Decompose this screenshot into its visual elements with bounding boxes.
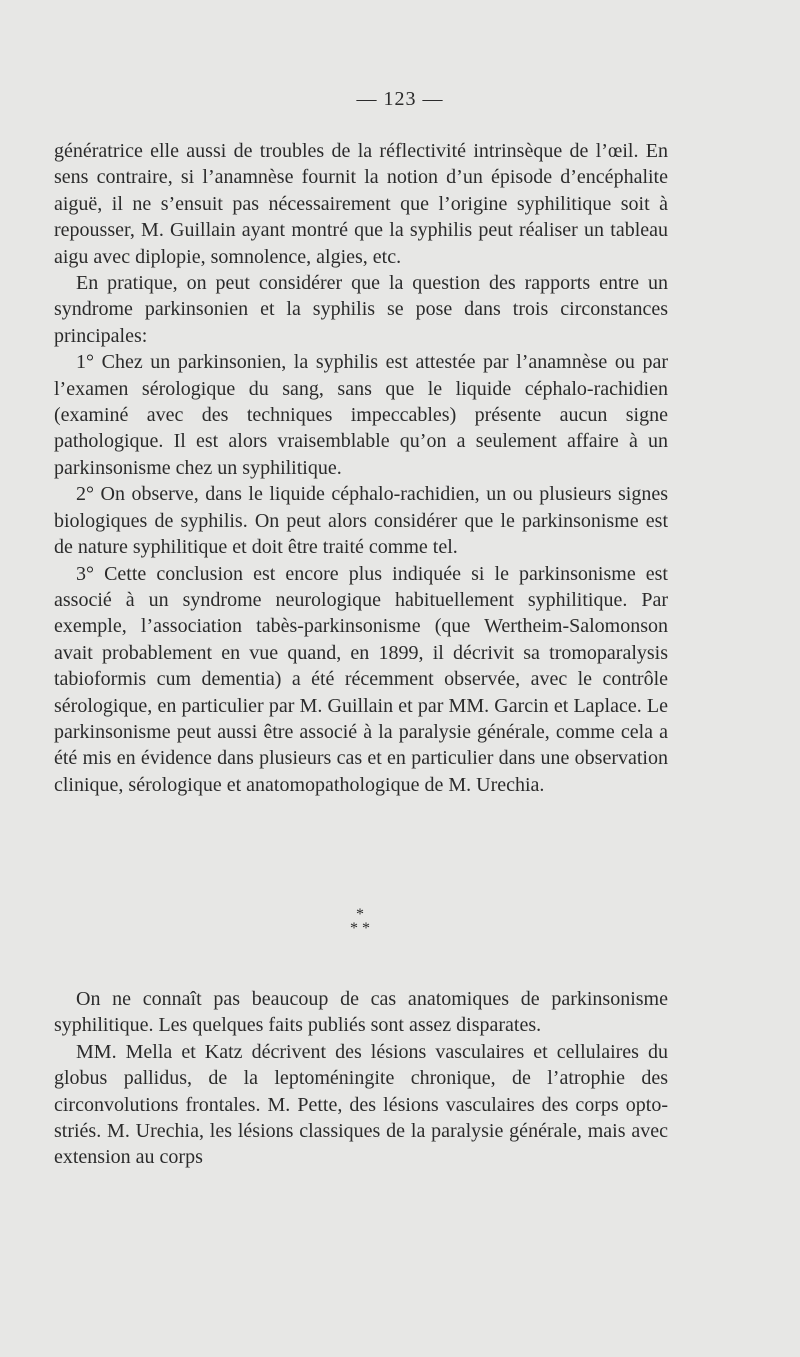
- section-separator: [0, 908, 720, 936]
- separator-top-star: *: [356, 906, 364, 923]
- separator-bottom-stars: * *: [350, 920, 370, 937]
- paragraph: 2° On observe, dans le liquide céphalo-rachidien, un ou plusieurs signes biologiques de syphilis. On peut alors considérer que le parkinsonisme est de nature syphilitique et doit être traité comme tel.: [54, 483, 668, 559]
- paragraph: génératrice elle aussi de troubles de la réflectivité intrinsèque de l’œil. En sens contraire, si l’anamnèse fournit la notion d’un épisode d’encéphalite aiguë, il ne s’ensuit pas nécessairement que l’origine syphilitique soit à repousser, M. Guillain ayant montré que la syphilis peut réaliser un tableau aigu avec diplopie, somnolence, algies, etc.: [54, 140, 668, 268]
- section-1-text: [54, 138, 668, 798]
- paragraph: 1° Chez un parkinsonien, la syphilis est attestée par l’anamnèse ou par l’examen sérologique du sang, sans que le liquide céphalo-rachidien (examiné avec des techniques impeccables) présente aucun signe pathologique. Il est alors vraisemblable qu’on a seulement affaire à un parkinsonisme chez un syphilitique.: [54, 351, 668, 479]
- paragraph: En pratique, on peut considérer que la question des rapports entre un syndrome parkinsonien et la syphilis se pose dans trois circonstances principales:: [54, 272, 668, 347]
- paragraph: 3° Cette conclusion est encore plus indiquée si le parkinsonisme est associé à un syndrome neurologique habituellement syphilitique. Par exemple, l’association tabès-parkinsonisme (que Wertheim-Salomonson avait probablement en vue quand, en 1899, il décrivit sa tromoparalysis tabioformis cum dementia) a été récemment observée, avec le contrôle sérologique, en particulier par M. Guillain et par MM. Garcin et Laplace. Le parkinsonisme peut aussi être associé à la paralysie générale, comme cela a été mis en évidence dans plusieurs cas et en particulier dans une observation clinique, sérologique et anatomopathologique de M. Urechia.: [54, 562, 668, 796]
- page-number: — 123 —: [356, 88, 444, 110]
- paragraph: On ne connaît pas beaucoup de cas anatomiques de parkinsonisme syphilitique. Les quelques faits publiés sont assez disparates.: [54, 988, 668, 1037]
- section-2-text: [54, 986, 668, 1171]
- paragraph: MM. Mella et Katz décrivent des lésions vasculaires et cellulaires du globus pallidus, de la leptoméningite chronique, de l’atrophie des circonvolutions frontales. M. Pette, des lésions vasculaires des corps opto-striés. M. Urechia, les lésions classiques de la paralysie générale, mais avec extension au corps: [54, 1040, 668, 1169]
